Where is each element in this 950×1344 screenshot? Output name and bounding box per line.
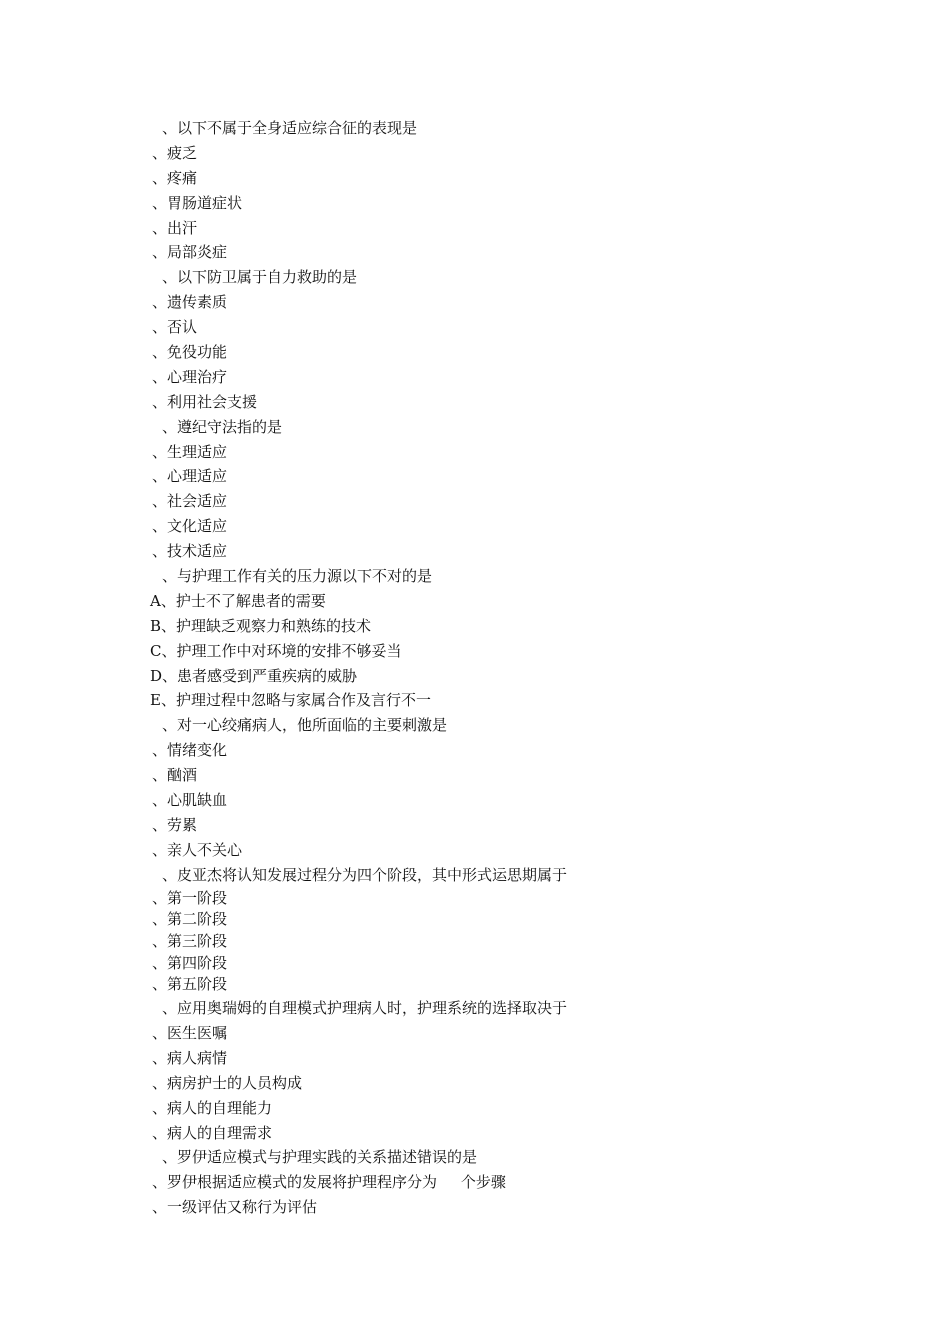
option-text: 、技术适应 xyxy=(152,542,228,561)
option-text: D、患者感受到严重疾病的威胁 xyxy=(150,666,358,685)
option-text: 、罗伊根据适应模式的发展将护理程序分为 个步骤 xyxy=(152,1173,506,1192)
option-text: 、心理适应 xyxy=(152,467,228,486)
option-text: 、第一阶段 xyxy=(152,888,228,907)
option-text: 、利用社会支援 xyxy=(152,392,258,411)
question-list xyxy=(150,116,567,1220)
question-stem: 、与护理工作有关的压力源以下不对的是 xyxy=(162,567,433,586)
option-text: 、劳累 xyxy=(152,815,198,834)
option-text: 、遗传素质 xyxy=(152,293,228,312)
question-stem: 、应用奥瑞姆的自理模式护理病人时，护理系统的选择取决于 xyxy=(162,999,568,1018)
question-stem: 、以下防卫属于自力救助的是 xyxy=(162,268,358,287)
question-stem: 、罗伊适应模式与护理实践的关系描述错误的是 xyxy=(162,1148,478,1167)
option-text: 、心肌缺血 xyxy=(152,791,228,810)
option-text: 、病房护士的人员构成 xyxy=(152,1073,303,1092)
option-text: 、心理治疗 xyxy=(152,367,228,386)
option-text: 、出汗 xyxy=(152,218,198,237)
option-text: 、第三阶段 xyxy=(152,931,228,950)
option-text: 、酗酒 xyxy=(152,766,198,785)
option-text: 、社会适应 xyxy=(152,492,228,511)
option-text: 、第五阶段 xyxy=(152,975,228,994)
option-text: B、护理缺乏观察力和熟练的技术 xyxy=(150,616,372,635)
option-text: A、护士不了解患者的需要 xyxy=(150,591,326,610)
option-text: 、胃肠道症状 xyxy=(152,193,243,212)
option-text: C、护理工作中对环境的安排不够妥当 xyxy=(150,641,402,660)
question-stem: 、对一心绞痛病人，他所面临的主要刺激是 xyxy=(162,716,448,735)
option-text: 、疼痛 xyxy=(152,168,198,187)
option-text: 、亲人不关心 xyxy=(152,840,243,859)
option-text: 、局部炎症 xyxy=(152,243,228,262)
option-text: 、否认 xyxy=(152,318,198,337)
option-text: 、医生医嘱 xyxy=(152,1023,228,1042)
option-text: 、病人病情 xyxy=(152,1048,228,1067)
option-text: 、病人的自理能力 xyxy=(152,1098,273,1117)
question-stem: 、皮亚杰将认知发展过程分为四个阶段，其中形式运思期属于 xyxy=(162,865,568,884)
option-text: 、生理适应 xyxy=(152,442,228,461)
option-text: 、疲乏 xyxy=(152,143,198,162)
option-text: 、第四阶段 xyxy=(152,953,228,972)
option-text: 、免役功能 xyxy=(152,343,228,362)
option-text: 、文化适应 xyxy=(152,517,228,536)
question-stem: 、遵纪守法指的是 xyxy=(162,417,283,436)
option-text: 、情绪变化 xyxy=(152,741,228,760)
option-text: 、一级评估又称行为评估 xyxy=(152,1198,318,1217)
option-text: 、病人的自理需求 xyxy=(152,1123,273,1142)
option-text: E、护理过程中忽略与家属合作及言行不一 xyxy=(150,691,431,710)
question-stem: 、以下不属于全身适应综合征的表现是 xyxy=(162,119,418,137)
option-text: 、第二阶段 xyxy=(152,910,228,929)
